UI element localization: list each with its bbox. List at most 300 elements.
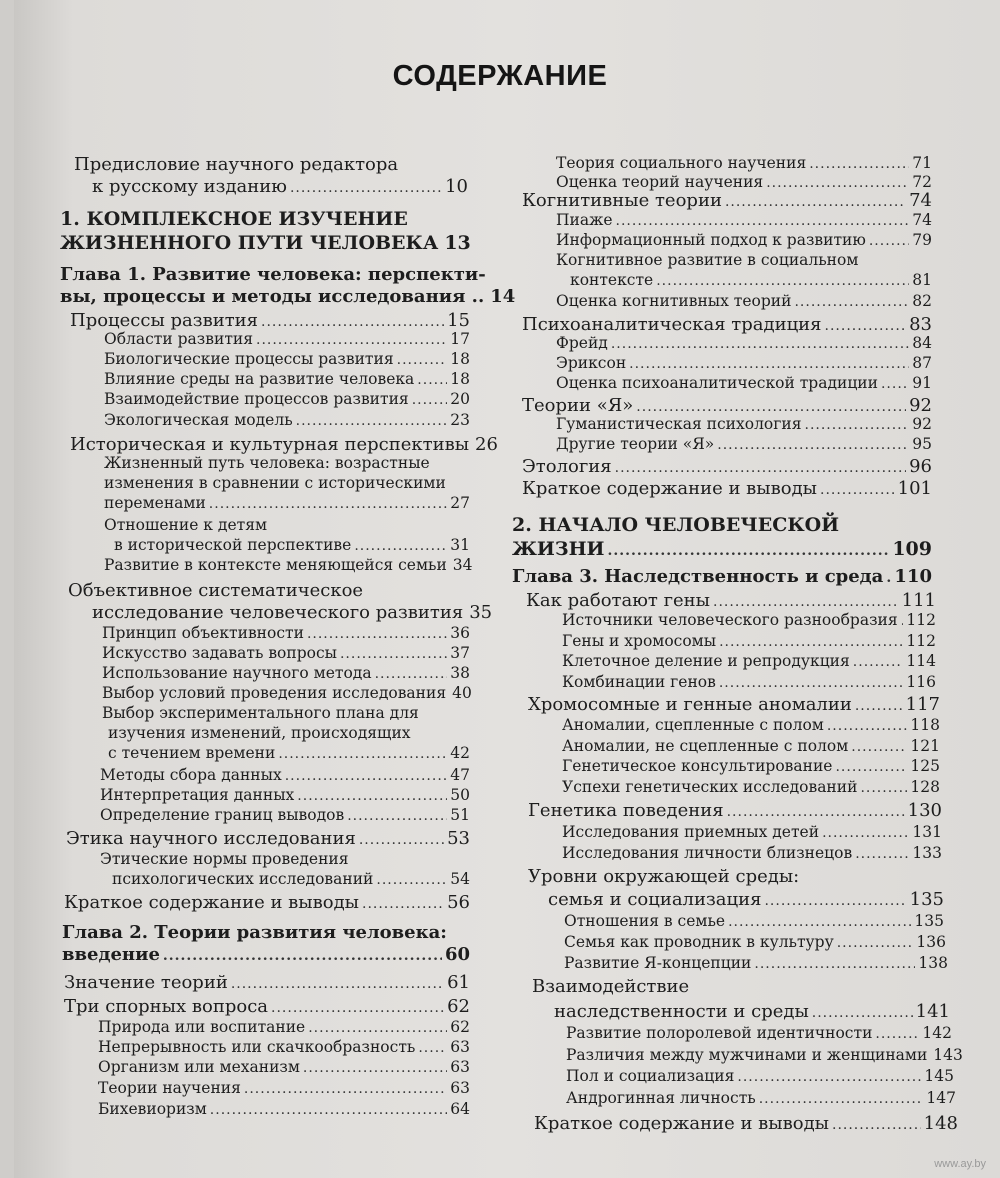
toc-leader-dots xyxy=(307,627,447,641)
toc-entry xyxy=(104,372,470,388)
watermark: www.ay.by xyxy=(934,1158,986,1170)
toc-entry xyxy=(528,802,942,820)
toc-leader-dots xyxy=(418,1041,447,1055)
toc-entry-title: Оценка теорий научения xyxy=(556,173,764,191)
toc-entry-title: Гуманистическая психология xyxy=(556,415,802,433)
toc-leader-dots xyxy=(713,595,899,609)
toc-entry xyxy=(562,675,936,691)
toc-entry-page: 54 xyxy=(450,870,470,888)
toc-entry-title: Психоаналитическая традиция xyxy=(522,314,822,335)
toc-entry xyxy=(64,974,470,992)
toc-entry-title: Области развития xyxy=(104,330,253,348)
toc-entry-title: Организм или механизм xyxy=(98,1058,300,1076)
toc-entry-title: наследственности и среды xyxy=(554,1001,809,1022)
toc-leader-dots xyxy=(901,614,904,628)
toc-entry-page: 18 xyxy=(450,350,470,368)
toc-leader-dots xyxy=(297,789,447,803)
toc-leader-dots xyxy=(244,1082,447,1096)
toc-entry-page: 74 xyxy=(909,190,932,211)
toc-entry xyxy=(556,233,932,249)
toc-leader-dots xyxy=(825,319,907,333)
toc-entry-title: контексте xyxy=(570,271,654,289)
toc-entry-title: Взаимодействие xyxy=(532,976,690,997)
toc-entry-page: 133 xyxy=(912,844,942,862)
toc-leader-dots xyxy=(719,676,904,690)
toc-entry-page: 116 xyxy=(906,673,936,691)
toc-entry-page: 135 xyxy=(914,912,944,930)
toc-entry-page: 14 xyxy=(490,286,516,307)
toc-entry xyxy=(102,706,419,722)
toc-leader-dots xyxy=(727,805,905,819)
toc-entry-title: Информационный подход к развитию xyxy=(556,231,866,249)
toc-entry-page: 112 xyxy=(906,611,936,629)
toc-entry-title: Предисловие научного редактора xyxy=(74,154,399,175)
toc-leader-dots xyxy=(717,438,909,452)
toc-entry-page: 74 xyxy=(912,211,932,229)
toc-entry-title: Развитие в контексте меняющейся семьи xyxy=(104,556,447,574)
toc-leader-dots xyxy=(308,1021,447,1035)
toc-leader-dots xyxy=(805,418,910,432)
toc-entry xyxy=(68,582,363,600)
toc-entry-page: 109 xyxy=(892,538,932,560)
toc-entry xyxy=(522,192,932,210)
toc-entry-title: Взаимодействие процессов развития xyxy=(104,390,409,408)
toc-entry xyxy=(98,1020,470,1036)
toc-entry xyxy=(114,538,470,554)
toc-entry-page: 62 xyxy=(447,996,470,1017)
toc-entry xyxy=(66,830,470,848)
toc-entry-page: 17 xyxy=(450,330,470,348)
toc-entry-page: 20 xyxy=(450,390,470,408)
toc-entry-page: 63 xyxy=(450,1079,470,1097)
toc-leader-dots xyxy=(759,1092,924,1106)
toc-entry-title: Теории научения xyxy=(98,1079,241,1097)
toc-entry-page: 114 xyxy=(906,652,936,670)
toc-entry-title: Отношения в семье xyxy=(564,912,726,930)
toc-entry-page: 61 xyxy=(447,972,470,993)
toc-entry-title: Другие теории «Я» xyxy=(556,435,715,453)
toc-leader-dots xyxy=(608,544,890,558)
toc-entry-title: Пиаже xyxy=(556,211,613,229)
toc-entry-page: 135 xyxy=(909,889,944,910)
toc-leader-dots xyxy=(820,483,895,497)
toc-entry-title: Краткое содержание и выводы xyxy=(534,1113,829,1134)
toc-entry-page: 13 xyxy=(444,232,471,254)
toc-entry xyxy=(102,686,470,702)
toc-entry-page: 145 xyxy=(924,1067,954,1085)
toc-entry-title: Искусство задавать вопросы xyxy=(102,644,337,662)
toc-entry-title: Значение теорий xyxy=(64,972,228,993)
toc-entry-title: Хромосомные и генные аномалии xyxy=(528,694,852,715)
toc-entry-page: 92 xyxy=(909,395,932,416)
toc-entry xyxy=(562,739,940,755)
toc-leader-dots xyxy=(809,157,909,171)
toc-entry-page: 34 xyxy=(452,556,473,574)
toc-entry xyxy=(556,336,932,352)
toc-entry xyxy=(554,1003,950,1021)
toc-entry-page: 147 xyxy=(926,1089,956,1107)
toc-entry-title: Принцип объективности xyxy=(102,624,304,642)
toc-entry-page: 18 xyxy=(450,370,470,388)
toc-entry xyxy=(104,332,470,348)
toc-entry-page: 81 xyxy=(912,271,932,289)
toc-leader-dots xyxy=(261,315,444,329)
toc-entry-page: 51 xyxy=(450,806,470,824)
toc-entry-title: Определение границ выводов xyxy=(100,806,345,824)
toc-leader-dots xyxy=(764,894,906,908)
toc-entry-page: 35 xyxy=(469,602,493,623)
toc-entry xyxy=(104,456,430,472)
toc-entry xyxy=(64,894,470,912)
toc-leader-dots xyxy=(417,373,447,387)
toc-entry-page: 63 xyxy=(450,1058,470,1076)
toc-leader-dots xyxy=(397,353,448,367)
toc-entry-page: 148 xyxy=(923,1113,958,1134)
toc-entry xyxy=(564,956,948,972)
toc-entry xyxy=(562,718,940,734)
toc-leader-dots xyxy=(615,461,906,475)
toc-entry-title: Историческая и культурная перспективы xyxy=(70,434,470,455)
toc-entry xyxy=(526,592,936,610)
toc-entry xyxy=(60,266,486,284)
toc-entry xyxy=(566,1046,963,1064)
toc-entry xyxy=(98,1060,470,1076)
toc-entry xyxy=(70,312,470,330)
toc-entry xyxy=(532,978,689,996)
toc-entry-title: Этические нормы проведения xyxy=(100,850,349,868)
toc-entry-title: Пол и социализация xyxy=(566,1067,735,1085)
toc-leader-dots xyxy=(860,781,907,795)
toc-entry xyxy=(104,518,267,534)
toc-entry xyxy=(70,434,498,455)
toc-entry-title: Клеточное деление и репродукция xyxy=(562,652,850,670)
toc-entry-page: 15 xyxy=(447,310,470,331)
toc-entry xyxy=(566,1026,952,1042)
toc-entry-page: 79 xyxy=(912,231,932,249)
toc-entry-title: Генетическое консультирование xyxy=(562,757,833,775)
toc-entry-title: Исследования приемных детей xyxy=(562,823,820,841)
toc-entry-title: исследование человеческого развития xyxy=(92,602,464,623)
toc-entry-title: Выбор экспериментального плана для xyxy=(102,704,419,722)
toc-entry xyxy=(92,602,493,623)
toc-entry xyxy=(556,356,932,372)
toc-entry-title: Развитие Я-концепции xyxy=(564,954,752,972)
toc-leader-dots xyxy=(832,1118,921,1132)
toc-entry xyxy=(60,234,470,253)
toc-entry-page: 50 xyxy=(450,786,470,804)
toc-entry-page: 53 xyxy=(447,828,470,849)
toc-leader-dots xyxy=(636,400,906,414)
toc-entry-title: Оценка когнитивных теорий xyxy=(556,292,792,310)
toc-entry xyxy=(522,480,932,498)
toc-entry-page: 138 xyxy=(918,954,948,972)
toc-leader-dots xyxy=(629,357,909,371)
toc-entry xyxy=(562,634,936,650)
toc-leader-dots xyxy=(231,977,444,991)
toc-entry-title: Уровни окружающей среды: xyxy=(528,866,800,887)
toc-entry-title: Глава 2. Теории развития человека: xyxy=(62,922,447,943)
toc-entry-title: Различия между мужчинами и женщинами xyxy=(566,1046,928,1064)
toc-entry-page: 42 xyxy=(450,744,470,762)
toc-entry-title: Аномалии, сцепленные с полом xyxy=(562,716,824,734)
toc-entry-page: 117 xyxy=(905,694,940,715)
toc-entry xyxy=(556,376,932,392)
toc-leader-dots xyxy=(359,833,444,847)
toc-entry-title: Источники человеческого разнообразия xyxy=(562,611,898,629)
toc-leader-dots xyxy=(362,897,444,911)
toc-entry xyxy=(108,746,470,762)
toc-entry-title: Краткое содержание и выводы xyxy=(522,478,817,499)
toc-entry-title: Влияние среды на развитие человека xyxy=(104,370,415,388)
toc-entry xyxy=(562,759,940,775)
toc-entry-title: 2. НАЧАЛО ЧЕЛОВЕЧЕСКОЙ xyxy=(512,514,840,536)
toc-entry-page: 125 xyxy=(910,757,940,775)
toc-entry-title: Объективное систематическое xyxy=(68,580,364,601)
toc-entry xyxy=(104,392,470,408)
toc-entry-page: 95 xyxy=(912,435,932,453)
toc-entry-title: в исторической перспективе xyxy=(114,536,352,554)
toc-entry xyxy=(522,458,932,476)
toc-leader-dots xyxy=(728,915,911,929)
toc-entry xyxy=(74,156,398,174)
toc-entry xyxy=(102,626,470,642)
toc-entry-page: 60 xyxy=(444,944,470,965)
toc-entry xyxy=(100,768,470,784)
toc-entry xyxy=(104,352,470,368)
toc-entry-title: Эриксон xyxy=(556,354,627,372)
toc-entry-title: Гены и хромосомы xyxy=(562,632,717,650)
toc-entry-title: Три спорных вопроса xyxy=(64,996,269,1017)
toc-leader-dots xyxy=(163,949,442,963)
toc-leader-dots xyxy=(725,195,906,209)
toc-entry xyxy=(104,413,470,429)
toc-entry-title: Андрогинная личность xyxy=(566,1089,756,1107)
toc-entry-page: 118 xyxy=(910,716,940,734)
toc-leader-dots xyxy=(210,1103,447,1117)
toc-entry-page: 111 xyxy=(901,590,936,611)
toc-entry-title: переменами xyxy=(104,494,206,512)
toc-entry-page: 71 xyxy=(912,154,932,172)
toc-entry xyxy=(98,1081,470,1097)
toc-entry xyxy=(60,210,408,229)
toc-entry xyxy=(522,397,932,415)
toc-entry-title: Методы сбора данных xyxy=(100,766,282,784)
toc-entry-page: 91 xyxy=(912,374,932,392)
toc-leader-dots xyxy=(869,234,909,248)
toc-entry-title: Успехи генетических исследований xyxy=(562,778,858,796)
toc-leader-dots xyxy=(719,635,903,649)
toc-entry-page: 10 xyxy=(445,176,468,197)
toc-entry-title: с течением времени xyxy=(108,744,276,762)
toc-leader-dots xyxy=(375,667,448,681)
toc-entry-page: 23 xyxy=(450,411,470,429)
toc-entry-title: Краткое содержание и выводы xyxy=(64,892,359,913)
toc-entry xyxy=(512,568,932,586)
toc-leader-dots xyxy=(853,655,904,669)
toc-entry-title: Выбор условий проведения исследования xyxy=(102,684,447,702)
toc-entry xyxy=(98,1102,470,1118)
toc-leader-dots xyxy=(737,1070,921,1084)
toc-leader-dots xyxy=(855,699,903,713)
toc-entry-page: 38 xyxy=(450,664,470,682)
toc-leader-dots xyxy=(303,1061,447,1075)
toc-entry-page: 136 xyxy=(916,933,946,951)
toc-entry xyxy=(528,868,799,886)
toc-entry-page: 47 xyxy=(450,766,470,784)
toc-entry xyxy=(556,175,932,191)
toc-entry xyxy=(562,846,942,862)
toc-entry xyxy=(92,178,468,196)
toc-entry xyxy=(548,891,944,909)
toc-entry xyxy=(62,924,447,942)
toc-entry-page: 82 xyxy=(912,292,932,310)
toc-entry-title: Непрерывность или скачкообразность xyxy=(98,1038,416,1056)
toc-entry xyxy=(512,540,932,559)
toc-leader-dots xyxy=(875,1027,919,1041)
toc-entry-title: ЖИЗНИ xyxy=(512,538,605,560)
toc-entry-title: Этология xyxy=(522,456,612,477)
toc-leader-dots xyxy=(347,809,447,823)
toc-leader-dots xyxy=(296,414,448,428)
toc-entry xyxy=(104,476,446,492)
toc-entry-title: Этика научного исследования xyxy=(66,828,356,849)
toc-entry-page: 130 xyxy=(907,800,942,821)
toc-entry-page: 121 xyxy=(910,737,940,755)
toc-entry-page: 72 xyxy=(912,173,932,191)
toc-entry xyxy=(566,1069,954,1085)
toc-leader-dots xyxy=(754,957,915,971)
toc-leader-dots xyxy=(855,847,909,861)
toc-entry-title: Биологические процессы развития xyxy=(104,350,394,368)
toc-entry-title: Интерпретация данных xyxy=(100,786,295,804)
toc-leader-dots xyxy=(822,826,909,840)
toc-entry-title: Исследования личности близнецов xyxy=(562,844,853,862)
toc-entry-title: Природа или воспитание xyxy=(98,1018,306,1036)
toc-entry xyxy=(100,788,470,804)
toc-entry-title: 1. КОМПЛЕКСНОЕ ИЗУЧЕНИЕ xyxy=(60,208,408,230)
toc-entry xyxy=(62,946,470,964)
toc-entry-title: Комбинации генов xyxy=(562,673,716,691)
toc-entry-title: Аномалии, не сцепленные с полом xyxy=(562,737,849,755)
toc-leader-dots xyxy=(290,181,442,195)
toc-entry xyxy=(112,872,470,888)
toc-entry xyxy=(100,852,349,868)
toc-entry-title: семья и социализация xyxy=(548,889,762,910)
toc-entry-title: введение xyxy=(62,944,160,965)
toc-entry-title: Жизненный путь человека: возрастные xyxy=(104,454,430,472)
toc-entry-page: 96 xyxy=(909,456,932,477)
toc-entry xyxy=(104,496,470,512)
toc-entry-page: 92 xyxy=(912,415,932,433)
toc-entry-title: Когнитивные теории xyxy=(522,190,722,211)
toc-entry xyxy=(104,556,473,574)
toc-entry-title: Фрейд xyxy=(556,334,608,352)
toc-entry xyxy=(570,273,932,289)
toc-entry-title: психологических исследований xyxy=(112,870,374,888)
toc-leader-dots xyxy=(837,936,914,950)
toc-entry-title: ЖИЗНЕННОГО ПУТИ ЧЕЛОВЕКА xyxy=(60,232,439,254)
toc-entry-page: 84 xyxy=(912,334,932,352)
toc-leader-dots xyxy=(611,337,909,351)
toc-entry xyxy=(102,666,470,682)
toc-leader-dots xyxy=(354,539,447,553)
toc-leader-dots xyxy=(851,740,907,754)
toc-leader-dots xyxy=(278,747,447,761)
toc-entry xyxy=(100,808,470,824)
toc-entry-page: 40 xyxy=(452,684,472,702)
toc-leader-dots xyxy=(812,1006,913,1020)
toc-entry-title: изменения в сравнении с историческими xyxy=(104,474,446,492)
toc-entry-title: Глава 3. Наследственность и среда xyxy=(512,566,884,587)
toc-leader-dots xyxy=(285,769,448,783)
toc-leader-dots xyxy=(616,214,910,228)
toc-entry xyxy=(556,294,932,310)
toc-entry xyxy=(566,1091,956,1107)
toc-entry xyxy=(98,1040,470,1056)
toc-entry-page: 26 xyxy=(475,434,498,455)
toc-entry-page: 37 xyxy=(450,644,470,662)
toc-entry-page: 56 xyxy=(447,892,470,913)
toc-leader-dots xyxy=(794,295,909,309)
toc-entry xyxy=(556,253,858,269)
toc-entry-page: 64 xyxy=(450,1100,470,1118)
toc-entry-title: изучения изменений, происходящих xyxy=(108,724,411,742)
toc-entry-title: Отношение к детям xyxy=(104,516,268,534)
toc-entry-page: 131 xyxy=(912,823,942,841)
toc-entry xyxy=(534,1115,958,1133)
toc-entry-title: Экологическая модель xyxy=(104,411,293,429)
toc-entry-page: 142 xyxy=(922,1024,952,1042)
toc-entry xyxy=(564,914,944,930)
toc-entry-title: Когнитивное развитие в социальном xyxy=(556,251,859,269)
toc-leader-dots xyxy=(835,760,907,774)
toc-entry xyxy=(562,613,936,629)
toc-leader-dots xyxy=(209,497,447,511)
toc-entry-title: Процессы развития xyxy=(70,310,259,331)
toc-entry xyxy=(562,825,942,841)
toc-entry-title: Теории «Я» xyxy=(522,395,634,416)
toc-entry xyxy=(108,726,411,742)
toc-entry xyxy=(556,213,932,229)
toc-entry-page: 143 xyxy=(933,1046,963,1064)
toc-leader-dots xyxy=(376,873,447,887)
toc-leader-dots xyxy=(827,719,908,733)
toc-entry-title: Бихевиоризм xyxy=(98,1100,207,1118)
toc-entry xyxy=(564,935,946,951)
toc-entry xyxy=(522,316,932,334)
toc-entry xyxy=(64,998,470,1016)
toc-entry xyxy=(556,437,932,453)
toc-entry xyxy=(562,780,940,796)
toc-entry-page: 141 xyxy=(915,1001,950,1022)
toc-leader-dots xyxy=(271,1001,444,1015)
toc-entry-page: 27 xyxy=(450,494,470,512)
toc-entry-page: 63 xyxy=(450,1038,470,1056)
toc-entry-page: 31 xyxy=(450,536,470,554)
toc-leader-dots xyxy=(886,571,891,585)
toc-entry xyxy=(60,286,516,307)
toc-entry-page: 36 xyxy=(450,624,470,642)
toc-entry xyxy=(556,156,932,172)
toc-entry-page: 128 xyxy=(910,778,940,796)
toc-leader-dots xyxy=(766,176,909,190)
toc-leader-dots xyxy=(881,377,909,391)
toc-entry-page: 112 xyxy=(906,632,936,650)
toc-entry xyxy=(562,654,936,670)
toc-entry-title: Теория социального научения xyxy=(556,154,807,172)
toc-leader-dots xyxy=(340,647,447,661)
toc-entry xyxy=(556,417,932,433)
